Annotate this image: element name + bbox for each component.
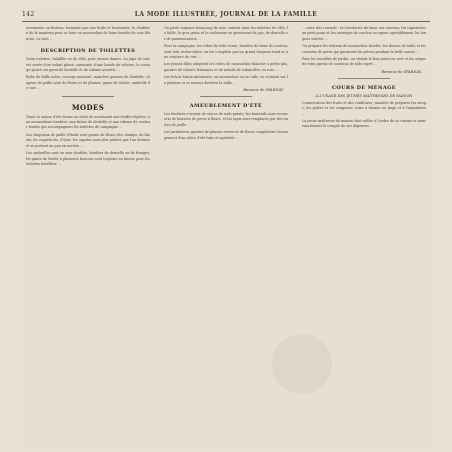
paragraph: Les ombrelles sont en soie doublée, bordées de dentelle ou de franges; les gants de Suède à plusieurs boutons sont toujours en faveur pour les toilettes habillées ...	[26, 151, 150, 166]
section-subtitle: À L'USAGE DES JEUNES MAÎTRESSES DE MAISON	[315, 93, 413, 98]
page	[22, 4, 430, 448]
section-title-description: DESCRIPTION DE TOILETTES	[40, 48, 136, 55]
paragraph: Toute la saison d'été donne un éclat de nouveauté aux étoffes légères, aux mousselines brodées, aux fichus de dentelle et aux rubans de couleur tendre qui accompagnent les toilettes de campagne ...	[26, 114, 150, 130]
section-title-cours-de-menage: COURS DE MÉNAGE	[332, 84, 396, 91]
section-title-modes: MODES	[71, 102, 105, 112]
paragraph: Les jeunes filles adoptent les robes de mousseline blanche à petits plis, garnies de volants festonnés et de nœuds de ruban bleu ou rose ...	[164, 62, 288, 72]
journal-title: LA MODE ILLUSTRÉE, JOURNAL DE LA FAMILLE	[134, 10, 318, 18]
paragraph: La jeune maîtresse de maison doit veiller à l'ordre de sa cuisine et tenir exactement le compte de ses dépenses ...	[302, 119, 426, 129]
paragraph: Les fichus Marie-Antoinette, en mousseline ou en tulle, se croisent sur la poitrine et se nouent derrière la taille ...	[164, 75, 288, 85]
paragraph: On prépare les rideaux de mousseline brodée, les dessus de table et les coussins de perse qui garniront les pièces pendant la belle saison ...	[302, 44, 426, 54]
page-header	[22, 9, 430, 19]
separator	[62, 96, 114, 97]
paragraph: ... suite des conseils : les broderies de laine sur canevas, les tapisseries au petit point et les ouvrages de crochet occupent agréablement les longues soirées ...	[302, 26, 426, 41]
author-signature: Baronne de SPARNAY.	[243, 88, 284, 93]
paragraph: Robe de faille noire, corsage montant, manches garnies de dentelle; chapeau de paille orné de fleurs et de plumes, gants de Suède, ombrelle de soie ...	[26, 75, 150, 91]
header-rule	[22, 21, 430, 22]
paragraph: Conservation des fruits et des confitures; manière de préparer les sirops, les gelées et les compotes; soins à donner au linge et à l'argenterie ...	[302, 100, 426, 116]
separator	[200, 96, 252, 97]
column-left	[26, 26, 150, 442]
paragraph: Pour les meubles de jardin, on choisit le bois peint en vert et les sièges de rotin garnis de coussins de toile rayée ...	[302, 57, 426, 67]
paragraph: ornements ou festons, terminée par une bride et boutonnée, la doublure de la manteau peut se faire en mousseline de laine brodée de soie blanche. Le tout ...	[26, 26, 150, 41]
page-number: 142	[22, 10, 35, 18]
paper-stain	[272, 334, 332, 394]
paragraph: Les chapeaux de paille d'Italie sont garnis de fleurs des champs, de bluets, de coquelicots, d'épis; les capotes sont plus petites que l'an dernier et se portent un peu en arrière ...	[26, 132, 150, 148]
separator	[338, 78, 390, 79]
author-signature: Baronne de SPARNAY.	[381, 69, 422, 74]
column-middle	[164, 26, 288, 442]
paragraph: Pour la campagne, les robes de toile écrue, brodées de laine de couleur, sont très recherchées; on les complète par un grand chapeau rond et une ceinture de cuir ...	[164, 44, 288, 60]
paragraph: Les jardinières garnies de plantes vertes et de fleurs complètent l'arrangement d'un salon d'été frais et agréable ...	[164, 130, 288, 140]
section-title-ameublement: AMEUBLEMENT D'ÉTÉ	[189, 103, 263, 110]
paragraph: Les fenêtres s'ornent de stores de toile peinte; les fauteuils sont recouverts de housses de perse à fleurs, et les tapis sont remplacés par des nattes de paille ...	[164, 112, 288, 127]
paragraph: On porte toujours beaucoup de noir, surtout dans les toilettes de ville; la faille, le gros grain et le cachemire se garnissent de jais, de dentelle et de passementerie ...	[164, 26, 288, 41]
paragraph: Deux toilettes, habillée ou de ville, pour jeunes dames. La jupe de soie est ornée d'un volant plissé, surmonté d'une bande de velours; le corsage ajusté est garni de dentelle et de rubans assortis ...	[26, 57, 150, 73]
